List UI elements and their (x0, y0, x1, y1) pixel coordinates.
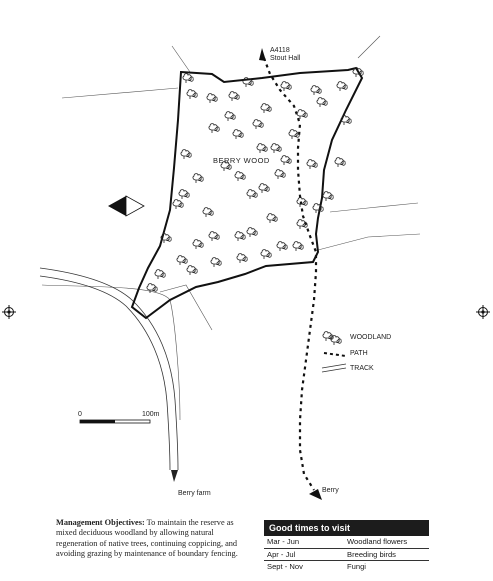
feature-cell: Breeding birds (347, 549, 396, 559)
scale-start-label: 0 (78, 411, 82, 418)
scale-bar (80, 420, 150, 423)
wood-name-label: BERRY WOOD (213, 156, 270, 165)
good-times-title: Good times to visit (264, 520, 429, 536)
field-boundaries (42, 36, 420, 420)
scale-end-label: 100m (142, 411, 160, 418)
management-heading: Management Objectives: (56, 518, 145, 527)
good-times-table (264, 520, 429, 573)
road-label-line1: A4118 (270, 47, 290, 54)
track-lines-icon (322, 364, 346, 372)
registration-mark-icon (2, 305, 16, 319)
management-text: To maintain the reserve as mixed deciduous woodland by allowing natural regeneration of native trees, continuing coppicing, and avoiding grazing by maintenance of boundary fencing. (56, 518, 238, 559)
path-arrow-bottom (309, 489, 322, 500)
period-cell: Sept - Nov (267, 562, 303, 571)
management-objectives (56, 518, 256, 560)
table-row (264, 536, 429, 549)
period-cell: Mar - Jun (267, 537, 300, 546)
path-arrow-top (259, 48, 266, 61)
table-row (264, 549, 429, 562)
path-dashed-icon (324, 353, 346, 356)
legend-woodland-label: WOODLAND (350, 334, 392, 341)
north-arrow-icon (108, 196, 144, 216)
track-arrow (171, 470, 178, 482)
legend-icons (322, 332, 346, 372)
woodland-tree-icon (323, 332, 333, 341)
legend-path-label: PATH (350, 350, 368, 357)
table-row (264, 561, 429, 573)
exit-label-berry-farm: Berry farm (178, 490, 211, 497)
registration-mark-icon (476, 305, 490, 319)
feature-cell: Woodland flowers (347, 537, 408, 546)
period-cell: Apr - Jul (267, 549, 296, 559)
exit-label-berry: Berry (322, 487, 339, 494)
footpath (264, 58, 316, 490)
road-label-line2: Stout Hall (270, 55, 301, 62)
track (40, 268, 178, 470)
legend-track-label: TRACK (350, 365, 374, 372)
feature-cell: Fungi (347, 562, 366, 571)
